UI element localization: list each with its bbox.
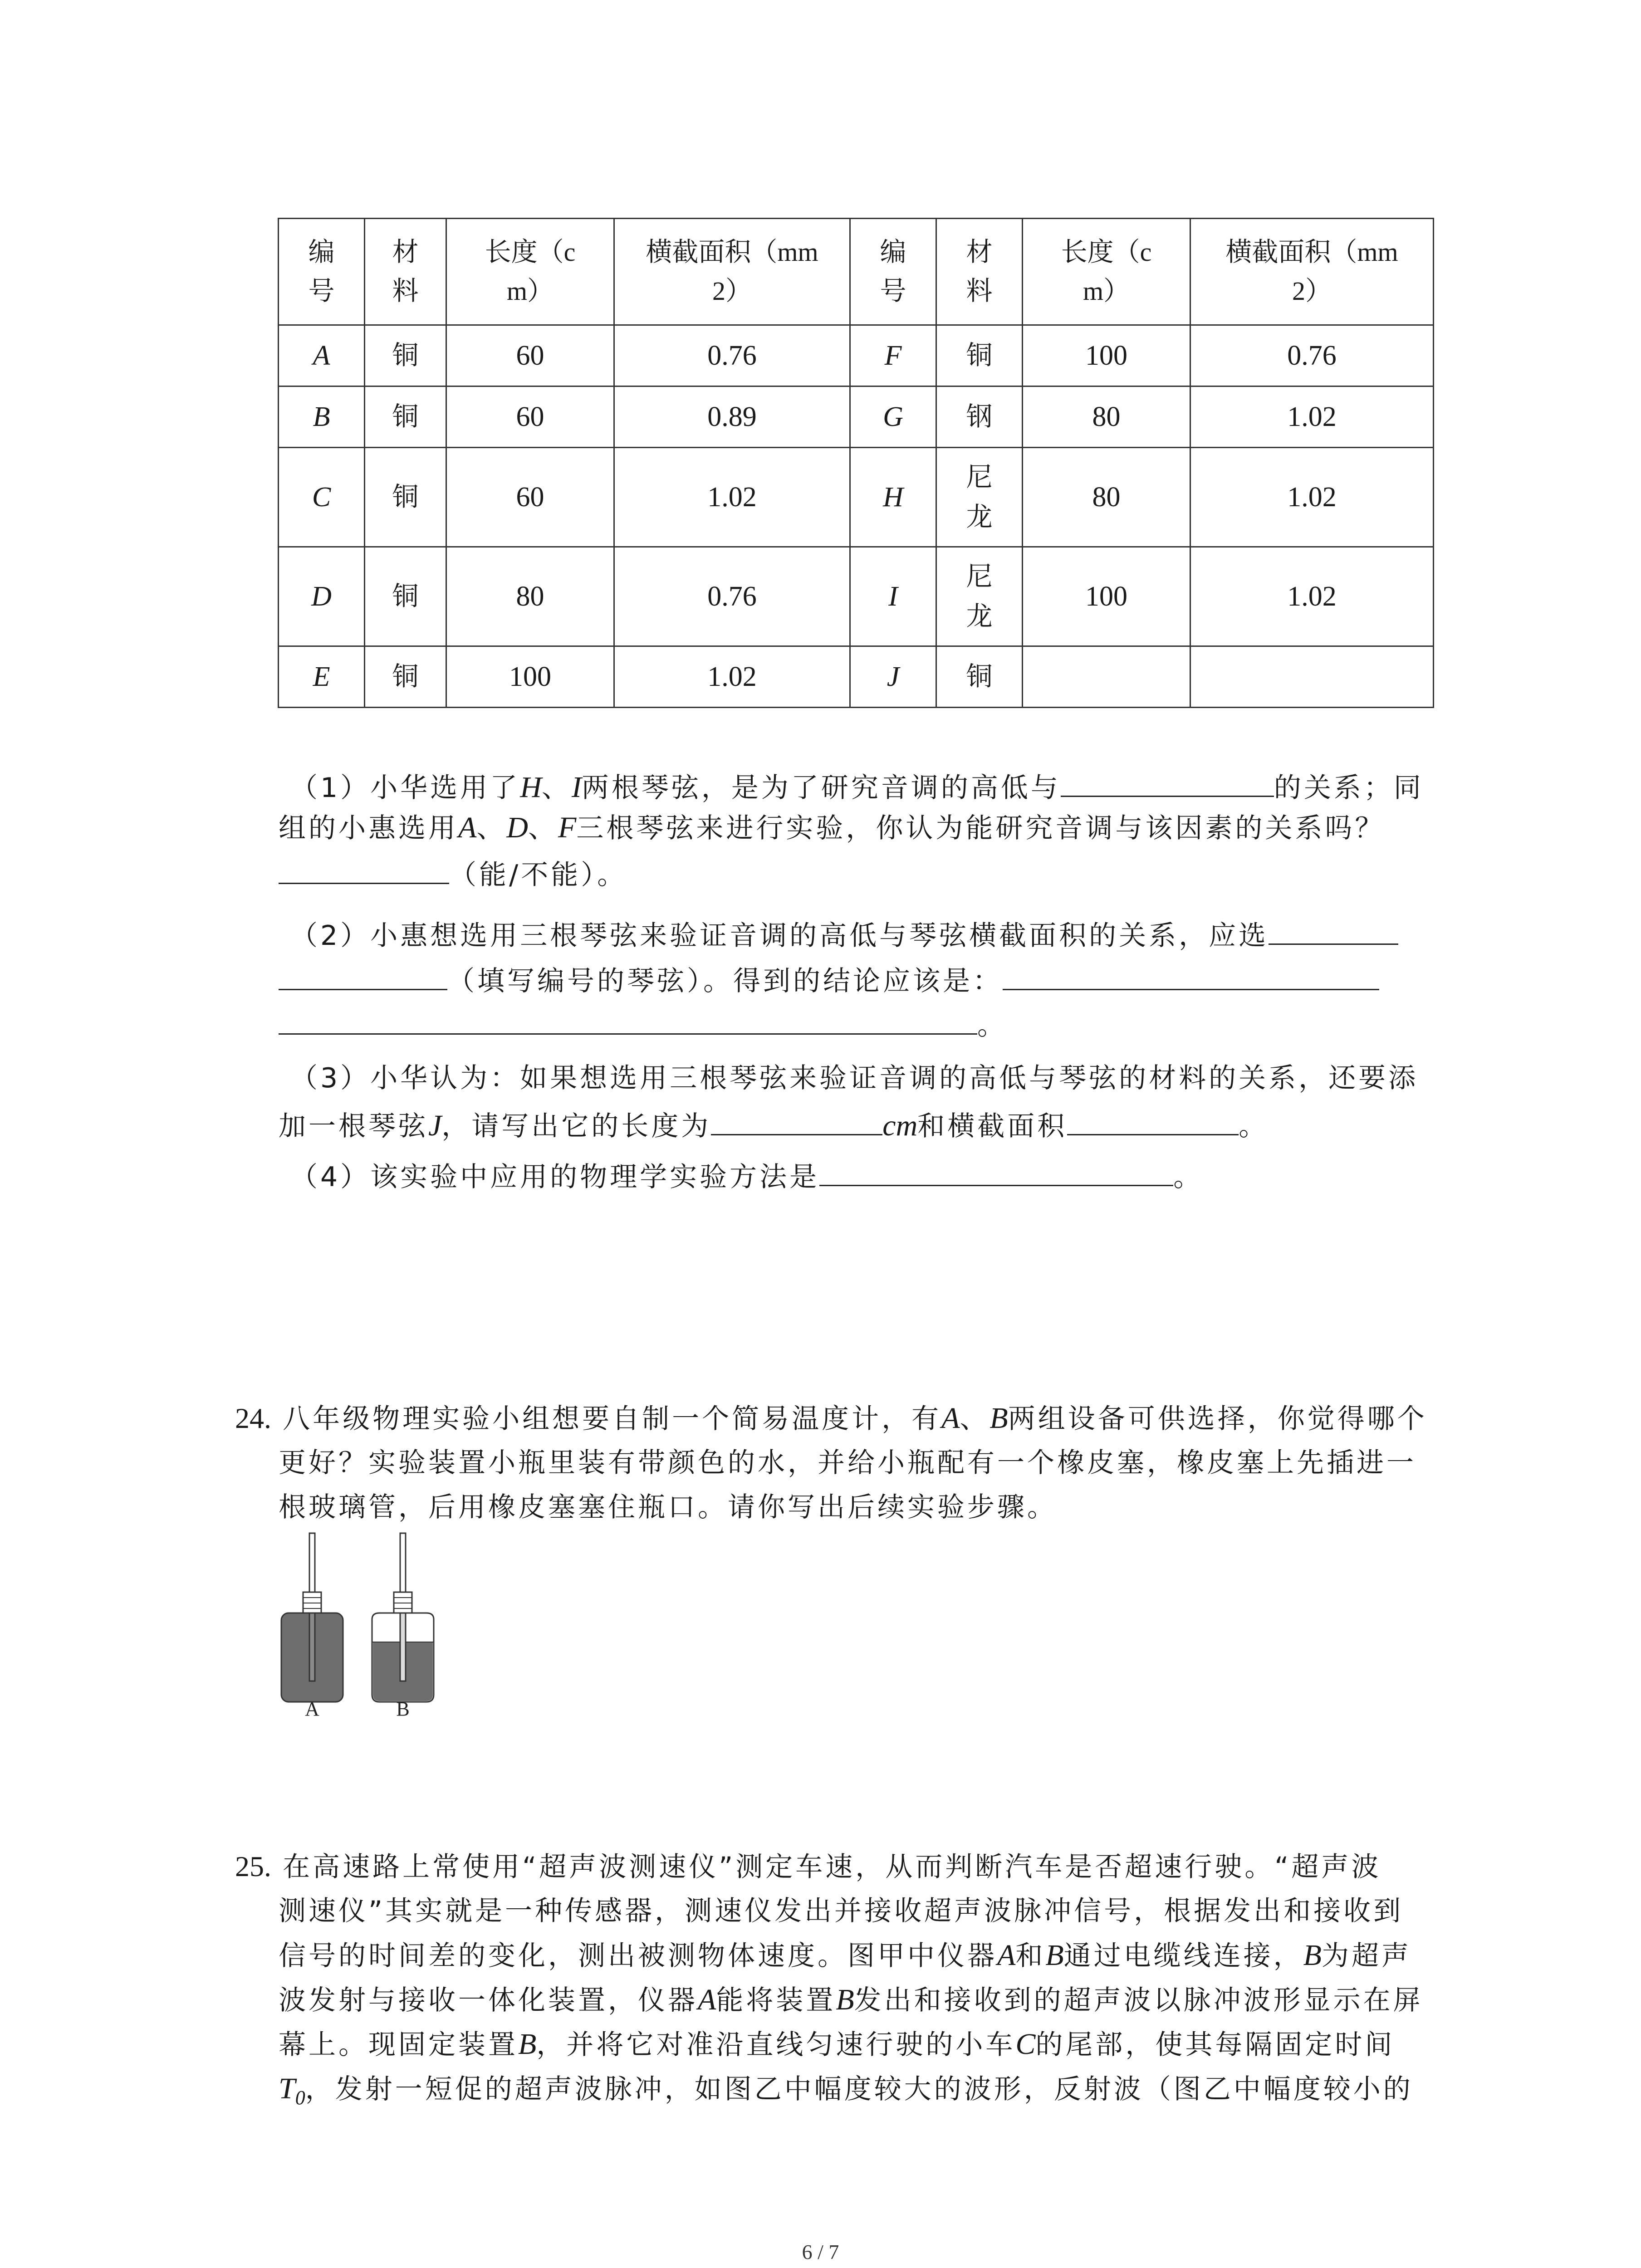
table-row (279, 386, 1434, 448)
cell-id: I (850, 547, 936, 646)
q25-line5: 幕上。现固定装置B，并将它对准沿直线匀速行驶的小车C的尾部，使其每隔固定时间 (279, 2028, 1395, 2061)
answer-blank[interactable] (1269, 912, 1398, 945)
answer-blank[interactable] (279, 851, 449, 884)
cell-material: 钢 (936, 386, 1023, 448)
question-number: 24. (235, 1402, 271, 1434)
cell-id: D (279, 547, 365, 646)
bottle-b (372, 1533, 434, 1719)
cell-length: 60 (446, 448, 614, 547)
q24-line2: 更好？实验装置小瓶里装有带颜色的水，并给小瓶配有一个橡皮塞，橡皮塞上先插进一 (279, 1447, 1416, 1479)
cell-id: G (850, 386, 936, 448)
cell-id: E (279, 646, 365, 708)
figure-label-b: B (396, 1698, 410, 1719)
q23-part1-line3: （能/不能）。 (279, 851, 627, 895)
cell-length: 100 (1023, 547, 1190, 646)
q23-part2-line2: （填写编号的琴弦）。得到的结论应该是： (279, 957, 1379, 1002)
header-id: 编 号 (850, 219, 936, 325)
cell-area: 1.02 (614, 646, 850, 708)
cell-id: J (850, 646, 936, 708)
answer-blank[interactable] (1061, 764, 1274, 797)
q25-line1: 25. 在高速路上常使用“超声波测速仪”测定车速，从而判断汽车是否超速行驶。“超声波 (235, 1850, 1381, 1883)
cell-area: 1.02 (1190, 547, 1434, 646)
cell-area (1190, 646, 1434, 708)
answer-blank[interactable] (1003, 957, 1379, 990)
cell-material: 铜 (365, 386, 446, 448)
cell-area: 0.89 (614, 386, 850, 448)
string-properties-table (278, 218, 1434, 708)
q23-part2-line1: （2）小惠想选用三根琴弦来验证音调的高低与琴弦横截面积的关系，应选 (290, 912, 1398, 956)
cell-area: 1.02 (1190, 448, 1434, 547)
q23-part1-line1: （1）小华选用了H、I两根琴弦，是为了研究音调的高低与 的关系；同 (290, 764, 1424, 808)
cell-length: 60 (446, 325, 614, 386)
header-id: 编 号 (279, 219, 365, 325)
header-area: 横截面积（mm 2） (1190, 219, 1434, 325)
cell-area: 0.76 (614, 547, 850, 646)
q25-line6: $T_0$，发射一短促的超声波脉冲，如图乙中幅度较大的波形，反射波（图乙中幅度较小的 (279, 2072, 1413, 2109)
table-row (279, 448, 1434, 547)
cell-length: 100 (1023, 325, 1190, 386)
table-row (279, 547, 1434, 646)
cell-id: B (279, 386, 365, 448)
header-material: 材 料 (365, 219, 446, 325)
table-header-row (279, 219, 1434, 325)
cell-length: 80 (446, 547, 614, 646)
cell-material: 铜 (936, 325, 1023, 386)
cell-length: 60 (446, 386, 614, 448)
table-row (279, 325, 1434, 386)
q25-line2: 测速仪”其实就是一种传感器，测速仪发出并接收超声波脉冲信号，根据发出和接收到 (279, 1895, 1404, 1927)
cell-length: 80 (1023, 448, 1190, 547)
cell-material: 铜 (365, 547, 446, 646)
table-row (279, 646, 1434, 708)
cell-area: 1.02 (1190, 386, 1434, 448)
q23-part4-line1: （4）该实验中应用的物理学实验方法是 。 (290, 1153, 1203, 1198)
cell-length: 100 (446, 646, 614, 708)
q25-line4: 波发射与接收一体化装置，仪器A能将装置B发出和接收到的超声波以脉冲波形显示在屏 (279, 1983, 1423, 2016)
thermometer-bottles-figure (272, 1529, 463, 1719)
q25-line3: 信号的时间差的变化，测出被测物体速度。图甲中仪器A和B通过电缆线连接，B为超声 (279, 1939, 1411, 1972)
header-length: 长度（c m） (446, 219, 614, 325)
question-number: 25. (235, 1850, 271, 1882)
cell-id: F (850, 325, 936, 386)
cell-material: 铜 (365, 448, 446, 547)
cell-material: 铜 (365, 646, 446, 708)
answer-blank[interactable] (279, 1002, 977, 1035)
cell-id: A (279, 325, 365, 386)
q24-line1: 24. 八年级物理实验小组想要自制一个简易温度计，有A、B两组设备可供选择，你觉得哪个 (235, 1402, 1427, 1435)
cell-length (1023, 646, 1190, 708)
q23-part3-line2: 加一根琴弦J，请写出它的长度为 cm和横截面积 。 (279, 1102, 1269, 1147)
cell-material: 铜 (936, 646, 1023, 708)
answer-blank[interactable] (1067, 1102, 1239, 1135)
cell-material: 尼 龙 (936, 547, 1023, 646)
cell-area: 0.76 (1190, 325, 1434, 386)
cell-id: C (279, 448, 365, 547)
q23-part2-line3: 。 (279, 1002, 1007, 1046)
answer-blank[interactable] (279, 957, 447, 990)
answer-blank[interactable] (711, 1102, 882, 1135)
cell-area: 0.76 (614, 325, 850, 386)
header-material: 材 料 (936, 219, 1023, 325)
figure-label-a: A (305, 1698, 319, 1719)
header-area: 横截面积（mm 2） (614, 219, 850, 325)
cell-length: 80 (1023, 386, 1190, 448)
page-number: 6 / 7 (802, 2240, 839, 2263)
cell-material: 铜 (365, 325, 446, 386)
q24-line3: 根玻璃管，后用橡皮塞塞住瓶口。请你写出后续实验步骤。 (279, 1491, 1057, 1523)
q23-part1-line2: 组的小惠选用A、D、F三根琴弦来进行实验，你认为能研究音调与该因素的关系吗？ (279, 811, 1385, 844)
header-length: 长度（c m） (1023, 219, 1190, 325)
cell-material: 尼 龙 (936, 448, 1023, 547)
q23-part3-line1: （3）小华认为：如果想选用三根琴弦来验证音调的高低与琴弦的材料的关系，还要添 (290, 1062, 1419, 1094)
cell-id: H (850, 448, 936, 547)
answer-blank[interactable] (819, 1153, 1173, 1186)
bottle-a (281, 1533, 343, 1719)
cell-area: 1.02 (614, 448, 850, 547)
